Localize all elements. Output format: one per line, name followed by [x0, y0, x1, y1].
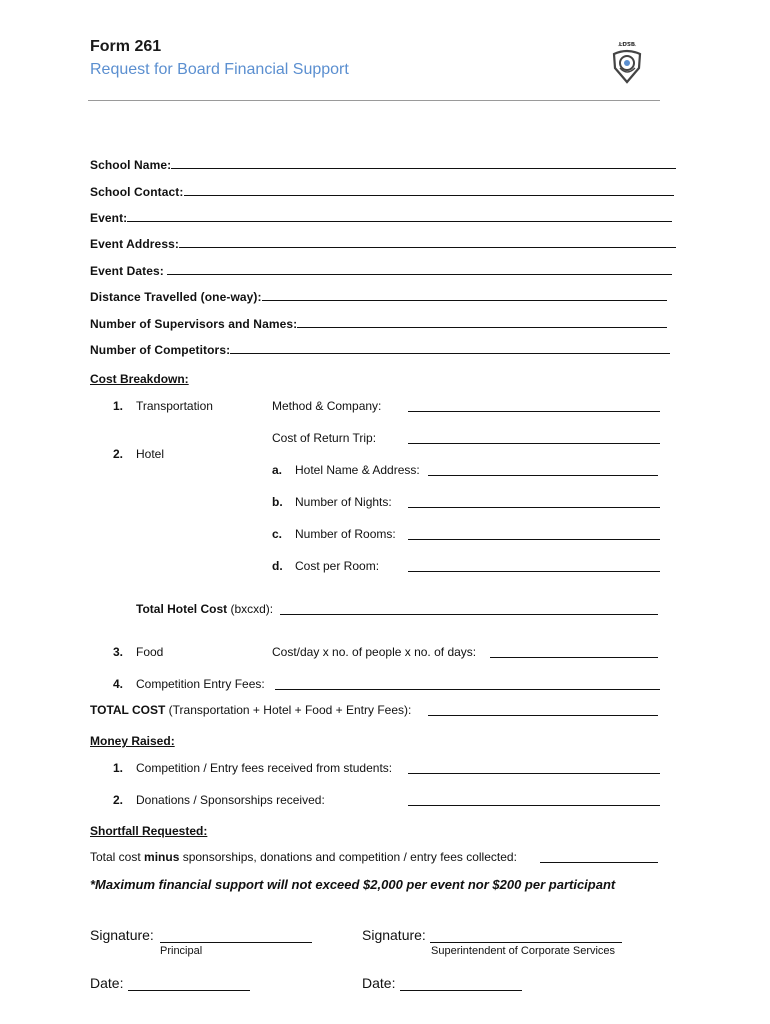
school-contact-input[interactable] [184, 183, 674, 196]
field-label: Event Address: [90, 237, 179, 251]
form-number: Form 261 [90, 38, 162, 55]
hotel-item-letter: b. [272, 495, 283, 509]
entry-fees-input[interactable] [275, 677, 660, 690]
school-name-input[interactable] [171, 156, 676, 169]
field-label: Event Dates: [90, 264, 168, 278]
distance-input[interactable] [262, 288, 667, 301]
superintendent-date-input[interactable] [400, 976, 522, 991]
principal-signature-input[interactable] [160, 928, 312, 943]
field-supervisors [90, 315, 667, 331]
logo-lettering: LDSB [618, 42, 636, 48]
principal-signature-label: Signature: [90, 927, 154, 943]
superintendent-caption: Superintendent of Corporate Services [431, 945, 616, 957]
principal-date-input[interactable] [128, 976, 250, 991]
superintendent-signature-input[interactable] [430, 928, 622, 943]
hotel-label: Hotel [136, 447, 165, 461]
hotel-name-input[interactable] [428, 463, 658, 476]
transport-cost-label: Cost of Return Trip: [272, 431, 377, 445]
field-distance [90, 288, 667, 304]
cost-breakdown-heading: Cost Breakdown: [90, 372, 189, 386]
shortfall-text: sponsorships, donations and competition / entry fees collected: [179, 850, 517, 864]
donations-input[interactable] [408, 793, 660, 806]
money-raised-heading: Money Raised: [90, 734, 175, 748]
hotel-item-letter: c. [272, 527, 283, 541]
supervisors-input[interactable] [297, 315, 667, 328]
total-cost-label [90, 703, 411, 717]
total-hotel-cost-formula: (bxcxd): [227, 602, 274, 616]
entry-number: 4. [113, 677, 124, 691]
entry-fees-received-label: Competition / Entry fees received from students: [136, 761, 393, 775]
entry-fees-label: Competition Entry Fees: [136, 677, 265, 691]
shortfall-label [90, 850, 517, 864]
header-divider [88, 100, 660, 101]
food-cost-input[interactable] [490, 645, 658, 658]
field-label: Event: [90, 211, 128, 225]
field-label: Number of Competitors: [90, 343, 231, 357]
field-event-address [90, 235, 676, 251]
total-hotel-cost-input[interactable] [280, 602, 658, 615]
event-address-input[interactable] [179, 235, 676, 248]
ldsb-logo-mark [614, 42, 640, 82]
field-event-dates [90, 262, 672, 278]
food-number: 3. [113, 645, 124, 659]
field-label: Distance Travelled (one-way): [90, 290, 262, 304]
hotel-number: 2. [113, 447, 124, 461]
hotel-nights-input[interactable] [408, 495, 660, 508]
maximum-support-note: *Maximum financial support will not exceed $2,000 per event nor $200 per participant [90, 877, 616, 892]
donations-label: Donations / Sponsorships received: [136, 793, 325, 807]
superintendent-date-label: Date: [362, 975, 396, 991]
shortfall-heading: Shortfall Requested: [90, 824, 208, 838]
raised-number: 1. [113, 761, 124, 775]
total-cost-formula: (Transportation + Hotel + Food + Entry Fees): [165, 703, 412, 717]
field-school-name [90, 156, 676, 172]
shortfall-bold: minus [144, 850, 180, 864]
hotel-rooms-input[interactable] [408, 527, 660, 540]
total-cost-bold: TOTAL COST [90, 703, 166, 717]
field-school-contact [90, 183, 674, 199]
shortfall-input[interactable] [540, 850, 658, 863]
hotel-rooms-label: Number of Rooms: [295, 527, 396, 541]
hotel-cost-per-room-label: Cost per Room: [295, 559, 380, 573]
principal-date-label: Date: [90, 975, 124, 991]
shortfall-text: Total cost [90, 850, 145, 864]
competitors-input[interactable] [230, 341, 670, 354]
hotel-nights-label: Number of Nights: [295, 495, 392, 509]
total-hotel-cost-label [136, 602, 273, 616]
total-hotel-cost-bold: Total Hotel Cost [136, 602, 228, 616]
hotel-name-label: Hotel Name & Address: [295, 463, 420, 477]
event-input[interactable] [127, 209, 672, 222]
field-competitors [90, 341, 670, 357]
hotel-item-letter: a. [272, 463, 283, 477]
field-label: Number of Supervisors and Names: [90, 317, 298, 331]
hotel-cost-per-room-input[interactable] [408, 559, 660, 572]
transport-method-input[interactable] [408, 399, 660, 412]
transport-cost-input[interactable] [408, 431, 660, 444]
transport-number: 1. [113, 399, 124, 413]
transport-method-label: Method & Company: [272, 399, 382, 413]
field-event [90, 209, 672, 225]
entry-fees-received-input[interactable] [408, 761, 660, 774]
principal-caption: Principal [160, 945, 203, 957]
field-label: School Contact: [90, 185, 184, 199]
food-calc-label: Cost/day x no. of people x no. of days: [272, 645, 477, 659]
event-dates-input[interactable] [167, 262, 672, 275]
hotel-item-letter: d. [272, 559, 283, 573]
transport-label: Transportation [136, 399, 213, 413]
raised-number: 2. [113, 793, 124, 807]
food-label: Food [136, 645, 164, 659]
ldsb-logo [608, 38, 646, 84]
total-cost-input[interactable] [428, 703, 658, 716]
field-label: School Name: [90, 158, 172, 172]
form-title: Request for Board Financial Support [90, 61, 349, 78]
superintendent-signature-label: Signature: [362, 927, 426, 943]
